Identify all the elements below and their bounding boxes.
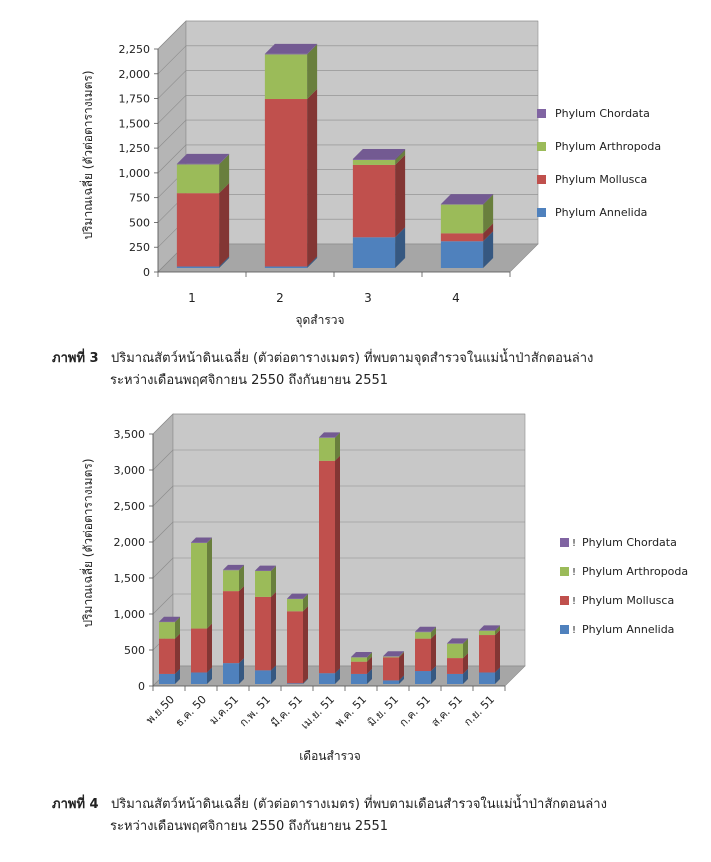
chart-1-bar-annelida: [441, 241, 483, 268]
chart-1: [0, 0, 711, 330]
chart-2-bar-side-mollusca: [335, 456, 340, 673]
chart-2-legend-swatch-arthropoda: [560, 567, 569, 576]
chart-1-xtick-label: 2: [276, 291, 284, 305]
chart-2-ytick-label: 2,000: [113, 536, 145, 549]
chart-2-xtick-label: ก.ย. 51: [461, 692, 498, 729]
chart-2-xtick-label: พ.ค. 51: [332, 692, 370, 730]
chart-1-legend-swatch-annelida: [537, 208, 546, 217]
caption-2-label: ภาพที่ 4: [52, 797, 99, 812]
chart-2-bar-mollusca: [479, 635, 495, 672]
chart-1-ytick-label: 2,000: [118, 67, 150, 81]
chart-2-ytick-label: 0: [138, 680, 145, 693]
chart-2-bar-mollusca: [191, 629, 207, 673]
chart-1-bar-mollusca: [177, 193, 219, 266]
chart-2-bar-mollusca: [351, 662, 367, 674]
chart-2-bar-annelida: [319, 673, 335, 684]
chart-2-bar-arthropoda: [383, 657, 399, 658]
chart-1-legend-swatch-arthropoda: [537, 142, 546, 151]
chart-2: [0, 410, 711, 785]
chart-2-bar-arthropoda: [255, 571, 271, 597]
chart-1-bar-chordata: [353, 159, 395, 160]
caption-2-line1: ปริมาณสัตว์หน้าดินเฉลี่ย (ตัวต่อตารางเมตร) ที่พบตามเดือนสำรวจในแม่น้ำป่าสักตอนล่าง: [111, 797, 607, 812]
chart-2-legend-swatch-mollusca: [560, 596, 569, 605]
chart-2-bar-annelida: [479, 672, 495, 684]
chart-2-legend-swatch-annelida: [560, 625, 569, 634]
chart-1-bar-mollusca: [353, 165, 395, 237]
chart-2-bar-annelida: [191, 672, 207, 684]
chart-2-ytick-label: 3,000: [113, 464, 145, 477]
chart-1-bar-side-mollusca: [307, 89, 317, 266]
chart-2-bar-annelida: [159, 674, 175, 684]
caption-1-line2: ระหว่างเดือนพฤศจิกายน 2550 ถึงกันยายน 2551: [110, 373, 389, 388]
chart-2-bar-mollusca: [383, 657, 399, 680]
chart-1-bar-annelida: [177, 267, 219, 268]
chart-1-legend-label-arthropoda: Phylum Arthropoda: [555, 140, 662, 153]
chart-2-bar-arthropoda: [447, 644, 463, 658]
chart-2-legend-label-annelida: Phylum Annelida: [582, 623, 675, 636]
chart-2-bar-annelida: [351, 674, 367, 684]
chart-2-bar-mollusca: [319, 461, 335, 673]
chart-2-bar-annelida: [287, 683, 303, 684]
chart-2-bar-side-mollusca: [175, 634, 180, 674]
chart-1-bar-annelida: [353, 237, 395, 268]
chart-2-bar-arthropoda: [159, 622, 175, 639]
chart-2-legend-marker: !: [572, 538, 577, 549]
chart-2-bar-side-mollusca: [495, 630, 500, 672]
chart-2-xtick-label: พ.ย.50: [143, 692, 178, 727]
chart-2-bar-mollusca: [415, 639, 431, 671]
chart-2-bar-mollusca: [287, 611, 303, 683]
chart-2-xlabel: เดือนสำรวจ: [299, 749, 361, 763]
chart-2-legend-marker: !: [572, 596, 577, 607]
chart-1-ytick-label: 500: [129, 216, 150, 230]
chart-2-legend-label-mollusca: Phylum Mollusca: [582, 594, 675, 607]
chart-1-legend-label-annelida: Phylum Annelida: [555, 206, 648, 219]
chart-1-bar-mollusca: [265, 99, 307, 266]
chart-1-ytick-label: 0: [143, 266, 150, 279]
chart-1-ytick-label: 1,750: [118, 92, 150, 106]
chart-1-ytick-label: 2,250: [118, 43, 150, 56]
chart-1-legend-label-mollusca: Phylum Mollusca: [555, 173, 648, 186]
chart-1-xtick-label: 3: [364, 291, 372, 305]
chart-2-xtick-label: ม.ค.51: [206, 692, 242, 728]
chart-1-ytick-label: 750: [129, 191, 150, 205]
chart-2-bar-annelida: [383, 680, 399, 684]
chart-2-bar-annelida: [447, 674, 463, 684]
chart-2-xtick-label: เม.ย. 51: [298, 692, 338, 732]
caption-2: [52, 794, 607, 838]
chart-1-ylabel: ปริมาณเฉลี่ย (ตัวต่อตารางเมตร): [81, 70, 95, 240]
chart-2-bar-mollusca: [447, 658, 463, 674]
chart-1-bar-side-mollusca: [395, 155, 405, 237]
chart-2-bar-arthropoda: [191, 543, 207, 629]
chart-2-legend-swatch-chordata: [560, 538, 569, 547]
chart-2-legend-marker: !: [572, 625, 577, 636]
chart-2-bar-arthropoda: [223, 570, 239, 591]
chart-2-legend-label-chordata: Phylum Chordata: [582, 536, 677, 549]
chart-1-bar-side-mollusca: [219, 183, 229, 266]
chart-2-bar-side-mollusca: [207, 624, 212, 673]
chart-2-bar-side-arthropoda: [207, 538, 212, 629]
chart-2-bar-side-mollusca: [303, 606, 308, 683]
chart-2-bar-side-arthropoda: [271, 566, 276, 597]
chart-1-bar-arthropoda: [177, 164, 219, 193]
chart-1-ytick-label: 1,500: [118, 117, 150, 131]
chart-1-ytick-label: 250: [129, 241, 150, 255]
chart-2-xtick-label: มี.ค. 51: [268, 692, 306, 730]
chart-2-bar-mollusca: [255, 597, 271, 670]
chart-1-ytick-label: 1,000: [118, 166, 150, 180]
chart-2-bar-side-mollusca: [271, 592, 276, 670]
chart-2-ytick-label: 1,500: [113, 572, 145, 585]
chart-1-bar-arthropoda: [353, 160, 395, 165]
chart-2-bar-arthropoda: [319, 438, 335, 461]
chart-2-bar-arthropoda: [287, 599, 303, 611]
chart-2-bar-arthropoda: [415, 632, 431, 638]
chart-1-xtick-label: 4: [452, 291, 460, 305]
caption-1-label: ภาพที่ 3: [52, 351, 99, 366]
chart-1-xtick-label: 1: [188, 291, 196, 305]
chart-2-bar-mollusca: [159, 639, 175, 674]
chart-2-ytick-label: 1,000: [113, 608, 145, 621]
chart-2-bar-side-mollusca: [431, 634, 436, 671]
chart-2-bar-annelida: [415, 671, 431, 684]
chart-2-ylabel: ปริมาณเฉลี่ย (ตัวต่อตารางเมตร): [81, 458, 95, 628]
chart-1-legend-swatch-mollusca: [537, 175, 546, 184]
caption-2-line2: ระหว่างเดือนพฤศจิกายน 2550 ถึงกันยายน 2551: [110, 819, 389, 834]
chart-2-bar-annelida: [255, 670, 271, 684]
chart-2-xtick-label: มิ.ย. 51: [364, 692, 402, 730]
chart-2-bar-arthropoda: [351, 657, 367, 661]
chart-1-legend-label-chordata: Phylum Chordata: [555, 107, 650, 120]
chart-2-xtick-label: ก.ค. 51: [396, 692, 434, 730]
chart-1-legend-swatch-chordata: [537, 109, 546, 118]
chart-2-ytick-label: 500: [124, 644, 145, 657]
chart-2-ytick-label: 3,500: [113, 428, 145, 441]
chart-2-xtick-label: ก.พ. 51: [236, 692, 274, 730]
chart-1-bar-arthropoda: [441, 205, 483, 234]
chart-2-bar-mollusca: [223, 591, 239, 663]
chart-1-bar-annelida: [265, 267, 307, 268]
chart-2-legend-marker: !: [572, 567, 577, 578]
chart-2-bar-annelida: [223, 663, 239, 684]
chart-1-xlabel: จุดสำรวจ: [295, 313, 345, 327]
chart-2-ytick-label: 2,500: [113, 500, 145, 513]
chart-2-bar-arthropoda: [479, 631, 495, 635]
caption-1: [52, 348, 593, 392]
caption-1-line1: ปริมาณสัตว์หน้าดินเฉลี่ย (ตัวต่อตารางเมตร) ที่พบตามจุดสำรวจในแม่น้ำป่าสักตอนล่าง: [111, 351, 594, 366]
chart-2-xtick-label: ส.ค. 51: [428, 692, 466, 730]
chart-1-bar-mollusca: [441, 233, 483, 241]
chart-1-ytick-label: 1,250: [118, 142, 150, 156]
chart-2-xtick-label: ธ.ค. 50: [172, 692, 210, 730]
chart-1-bar-arthropoda: [265, 54, 307, 99]
chart-2-bar-side-mollusca: [239, 586, 244, 663]
chart-2-legend-label-arthropoda: Phylum Arthropoda: [582, 565, 689, 578]
